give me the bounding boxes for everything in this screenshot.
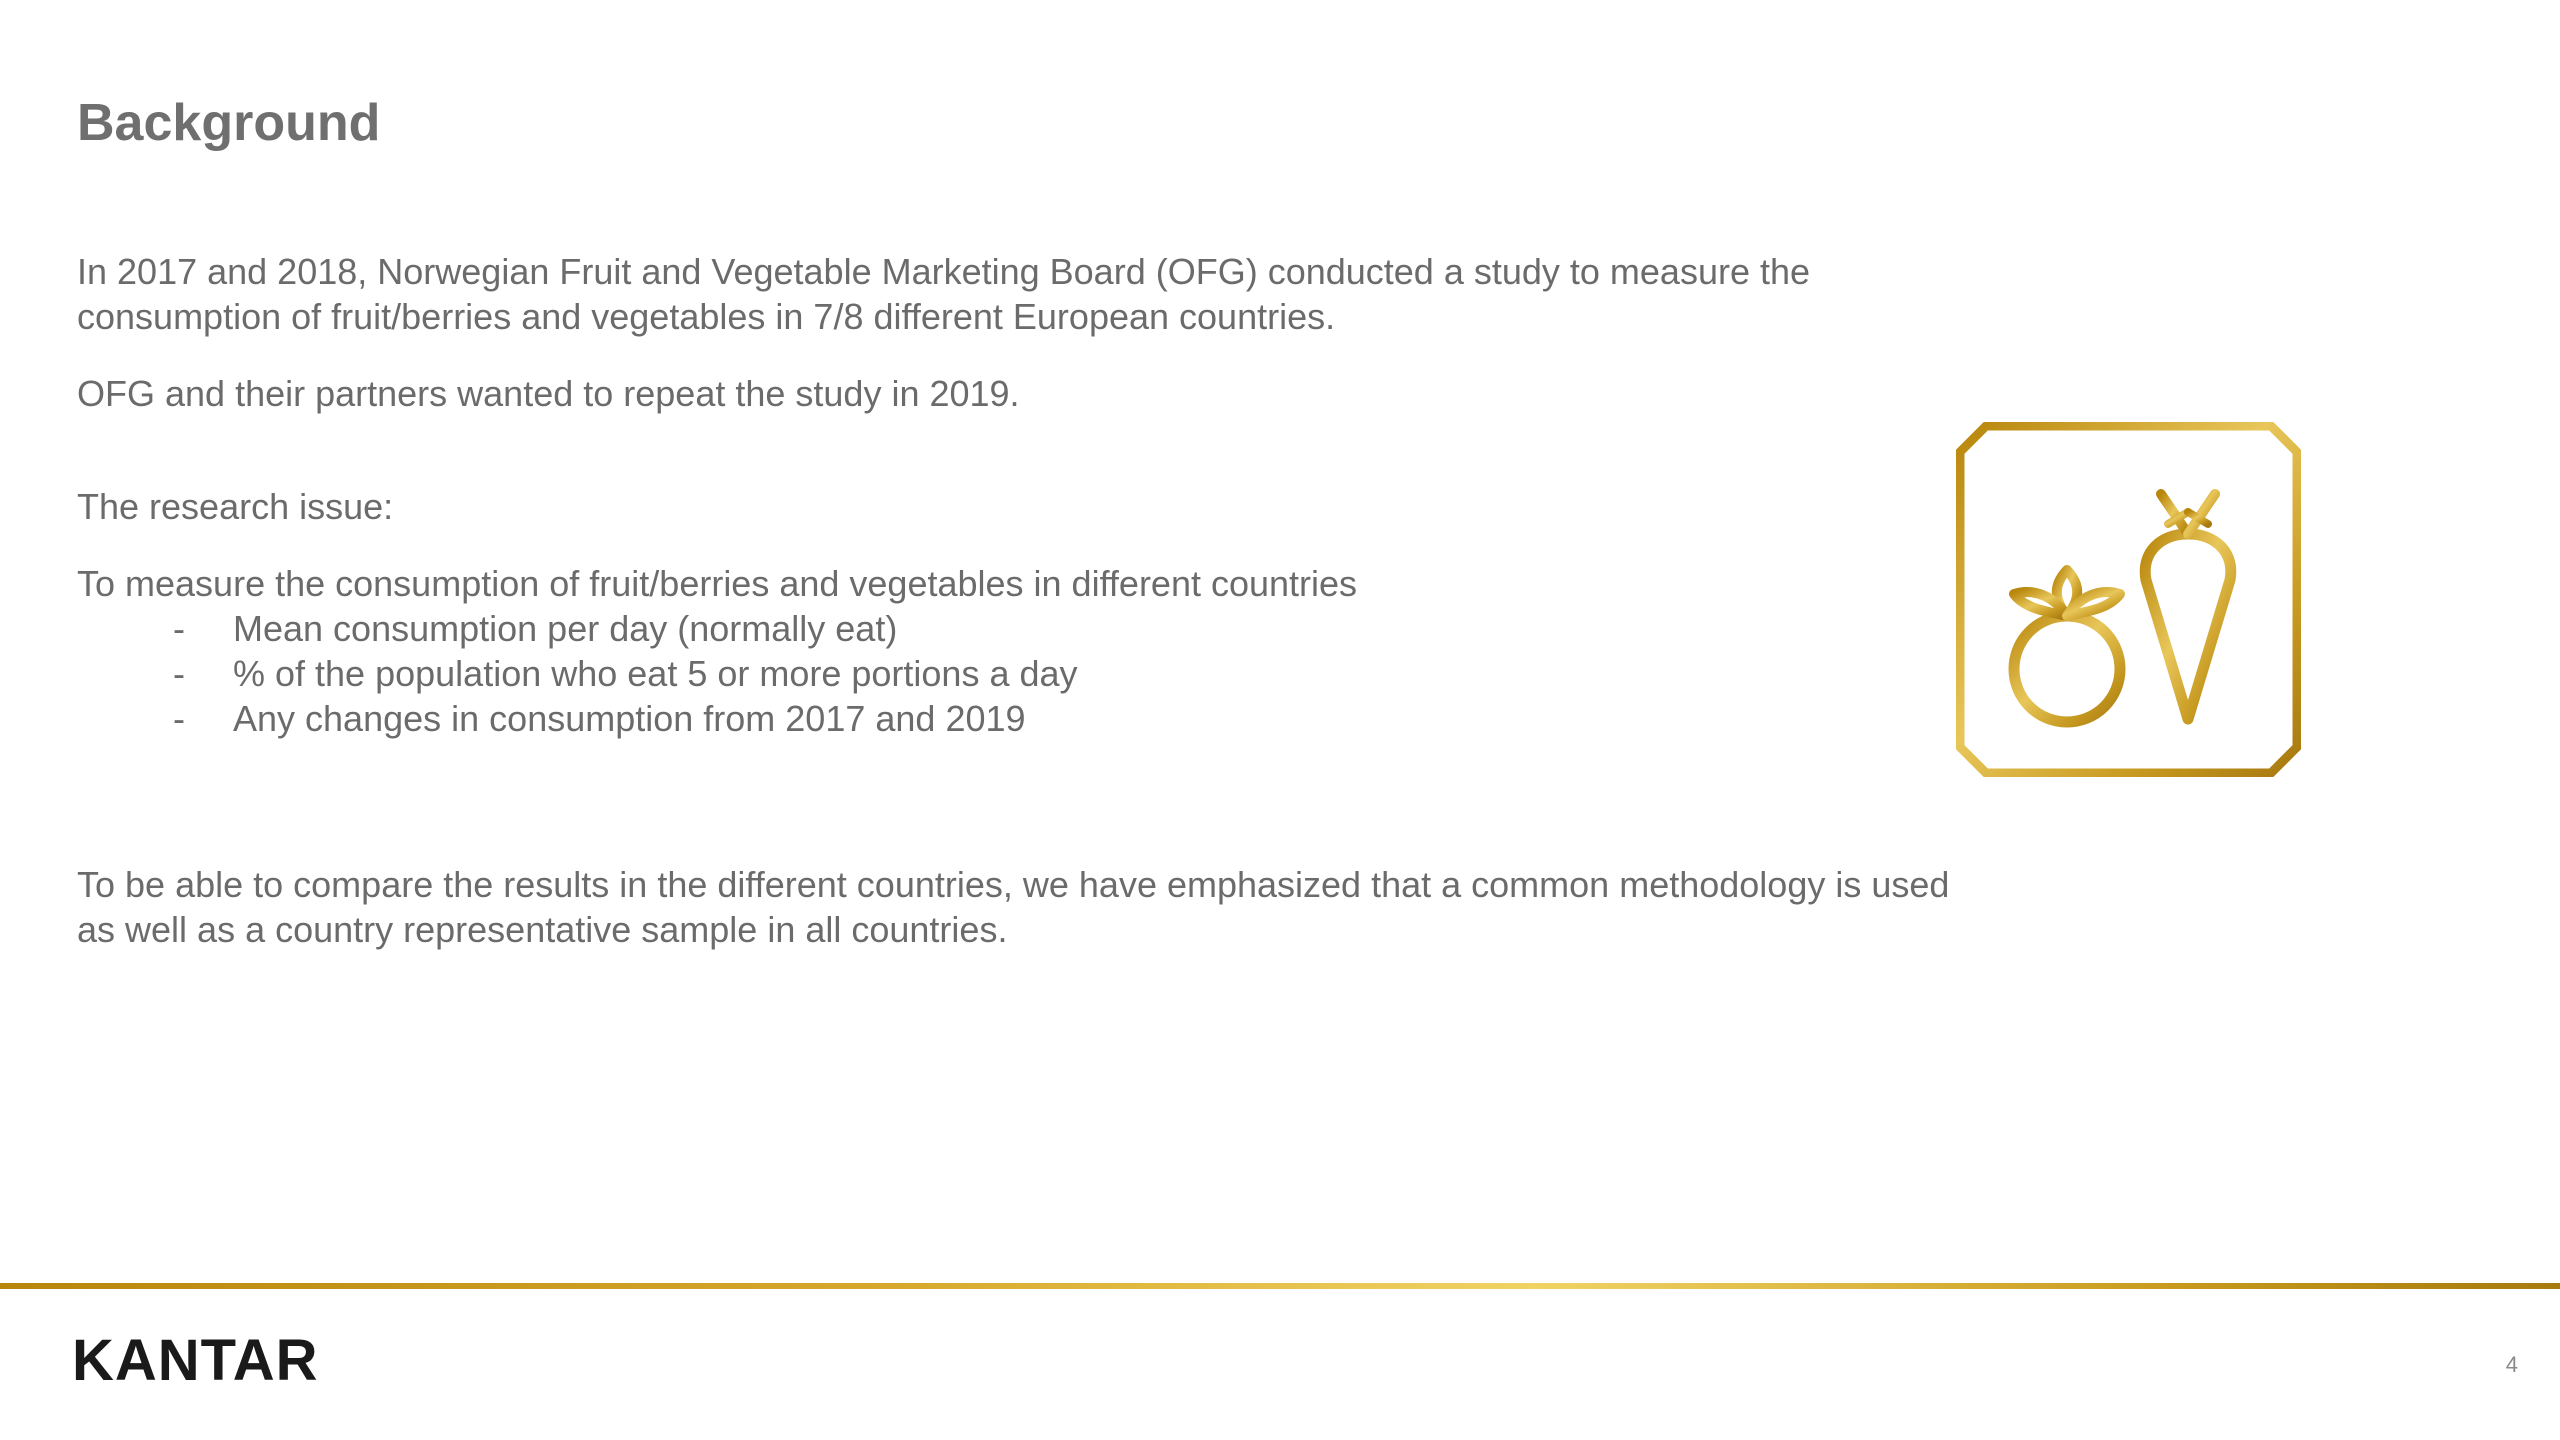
compare-paragraph: To be able to compare the results in the different countries, we have emphasized that a common methodology is used as well as a country representative sample in all countries.	[77, 864, 1950, 950]
bullet-dash: -	[173, 653, 185, 694]
list-item	[77, 606, 1957, 651]
kantar-logo: KANTAR	[72, 1328, 319, 1393]
list-item	[77, 696, 1957, 741]
footer-divider	[0, 1283, 2560, 1289]
bullet-dash: -	[173, 608, 185, 649]
list-item-text: Any changes in consumption from 2017 and 2019	[233, 698, 1026, 739]
list-item	[77, 651, 1957, 696]
research-issue-list	[77, 606, 1957, 741]
list-item-text: % of the population who eat 5 or more portions a day	[233, 653, 1078, 694]
list-item-text: Mean consumption per day (normally eat)	[233, 608, 898, 649]
research-issue-label: The research issue:	[77, 486, 394, 527]
slide-title: Background	[77, 94, 381, 152]
slide-body	[77, 249, 1957, 952]
bullet-dash: -	[173, 698, 185, 739]
fruit-vegetable-icon	[1956, 422, 2301, 777]
research-issue-text: To measure the consumption of fruit/berries and vegetables in different countries	[77, 563, 1358, 604]
intro-paragraph: In 2017 and 2018, Norwegian Fruit and Vegetable Marketing Board (OFG) conducted a study to measure the consumption of fruit/berries and vegetables in 7/8 different European countries.	[77, 251, 1811, 337]
page-number: 4	[2505, 1352, 2518, 1377]
repeat-paragraph: OFG and their partners wanted to repeat the study in 2019.	[77, 373, 1020, 414]
